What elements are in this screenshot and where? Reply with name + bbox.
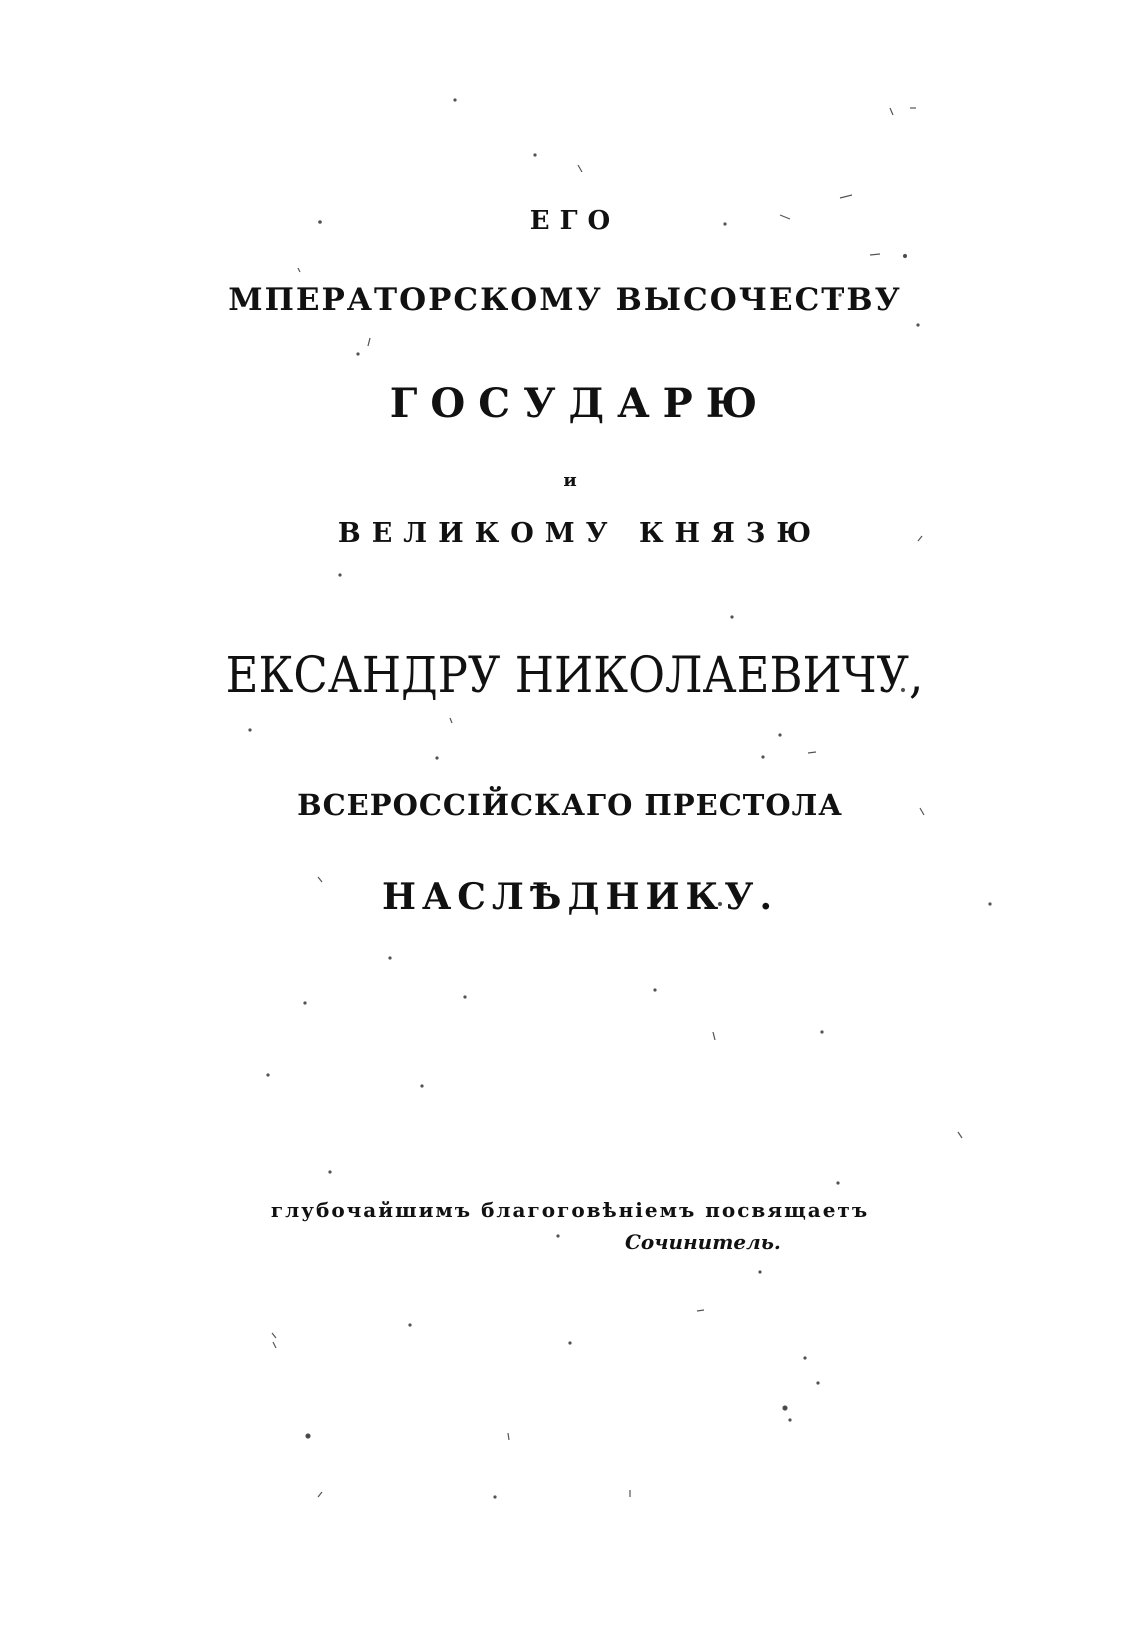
- dedication-line-grand-duke: ВЕЛИКОМУ КНЯЗЮ: [337, 518, 823, 549]
- dedication-line-throne: ВСЕРОССІЙСКАГО ПРЕСТОЛА: [297, 788, 843, 822]
- dedication-line-heir: НАСЛѢДНИКУ.: [381, 876, 779, 918]
- dedication-line-and: и: [563, 470, 577, 491]
- dedication-line-his: ЕГО: [529, 206, 621, 236]
- dedication-line-name: ЕКСАНДРУ НИКОЛАЕВИЧУ,: [225, 646, 924, 704]
- dedication-line-imperial-highness: МПЕРАТОРСКОМУ ВЫСОЧЕСТВУ: [228, 282, 902, 318]
- author-signature: Сочинитель.: [625, 1230, 781, 1254]
- dedication-line-sovereign: ГОСУДАРЮ: [389, 380, 771, 427]
- dedication-closing: глубочайшимъ благоговѣніемъ посвящаетъ: [270, 1198, 870, 1222]
